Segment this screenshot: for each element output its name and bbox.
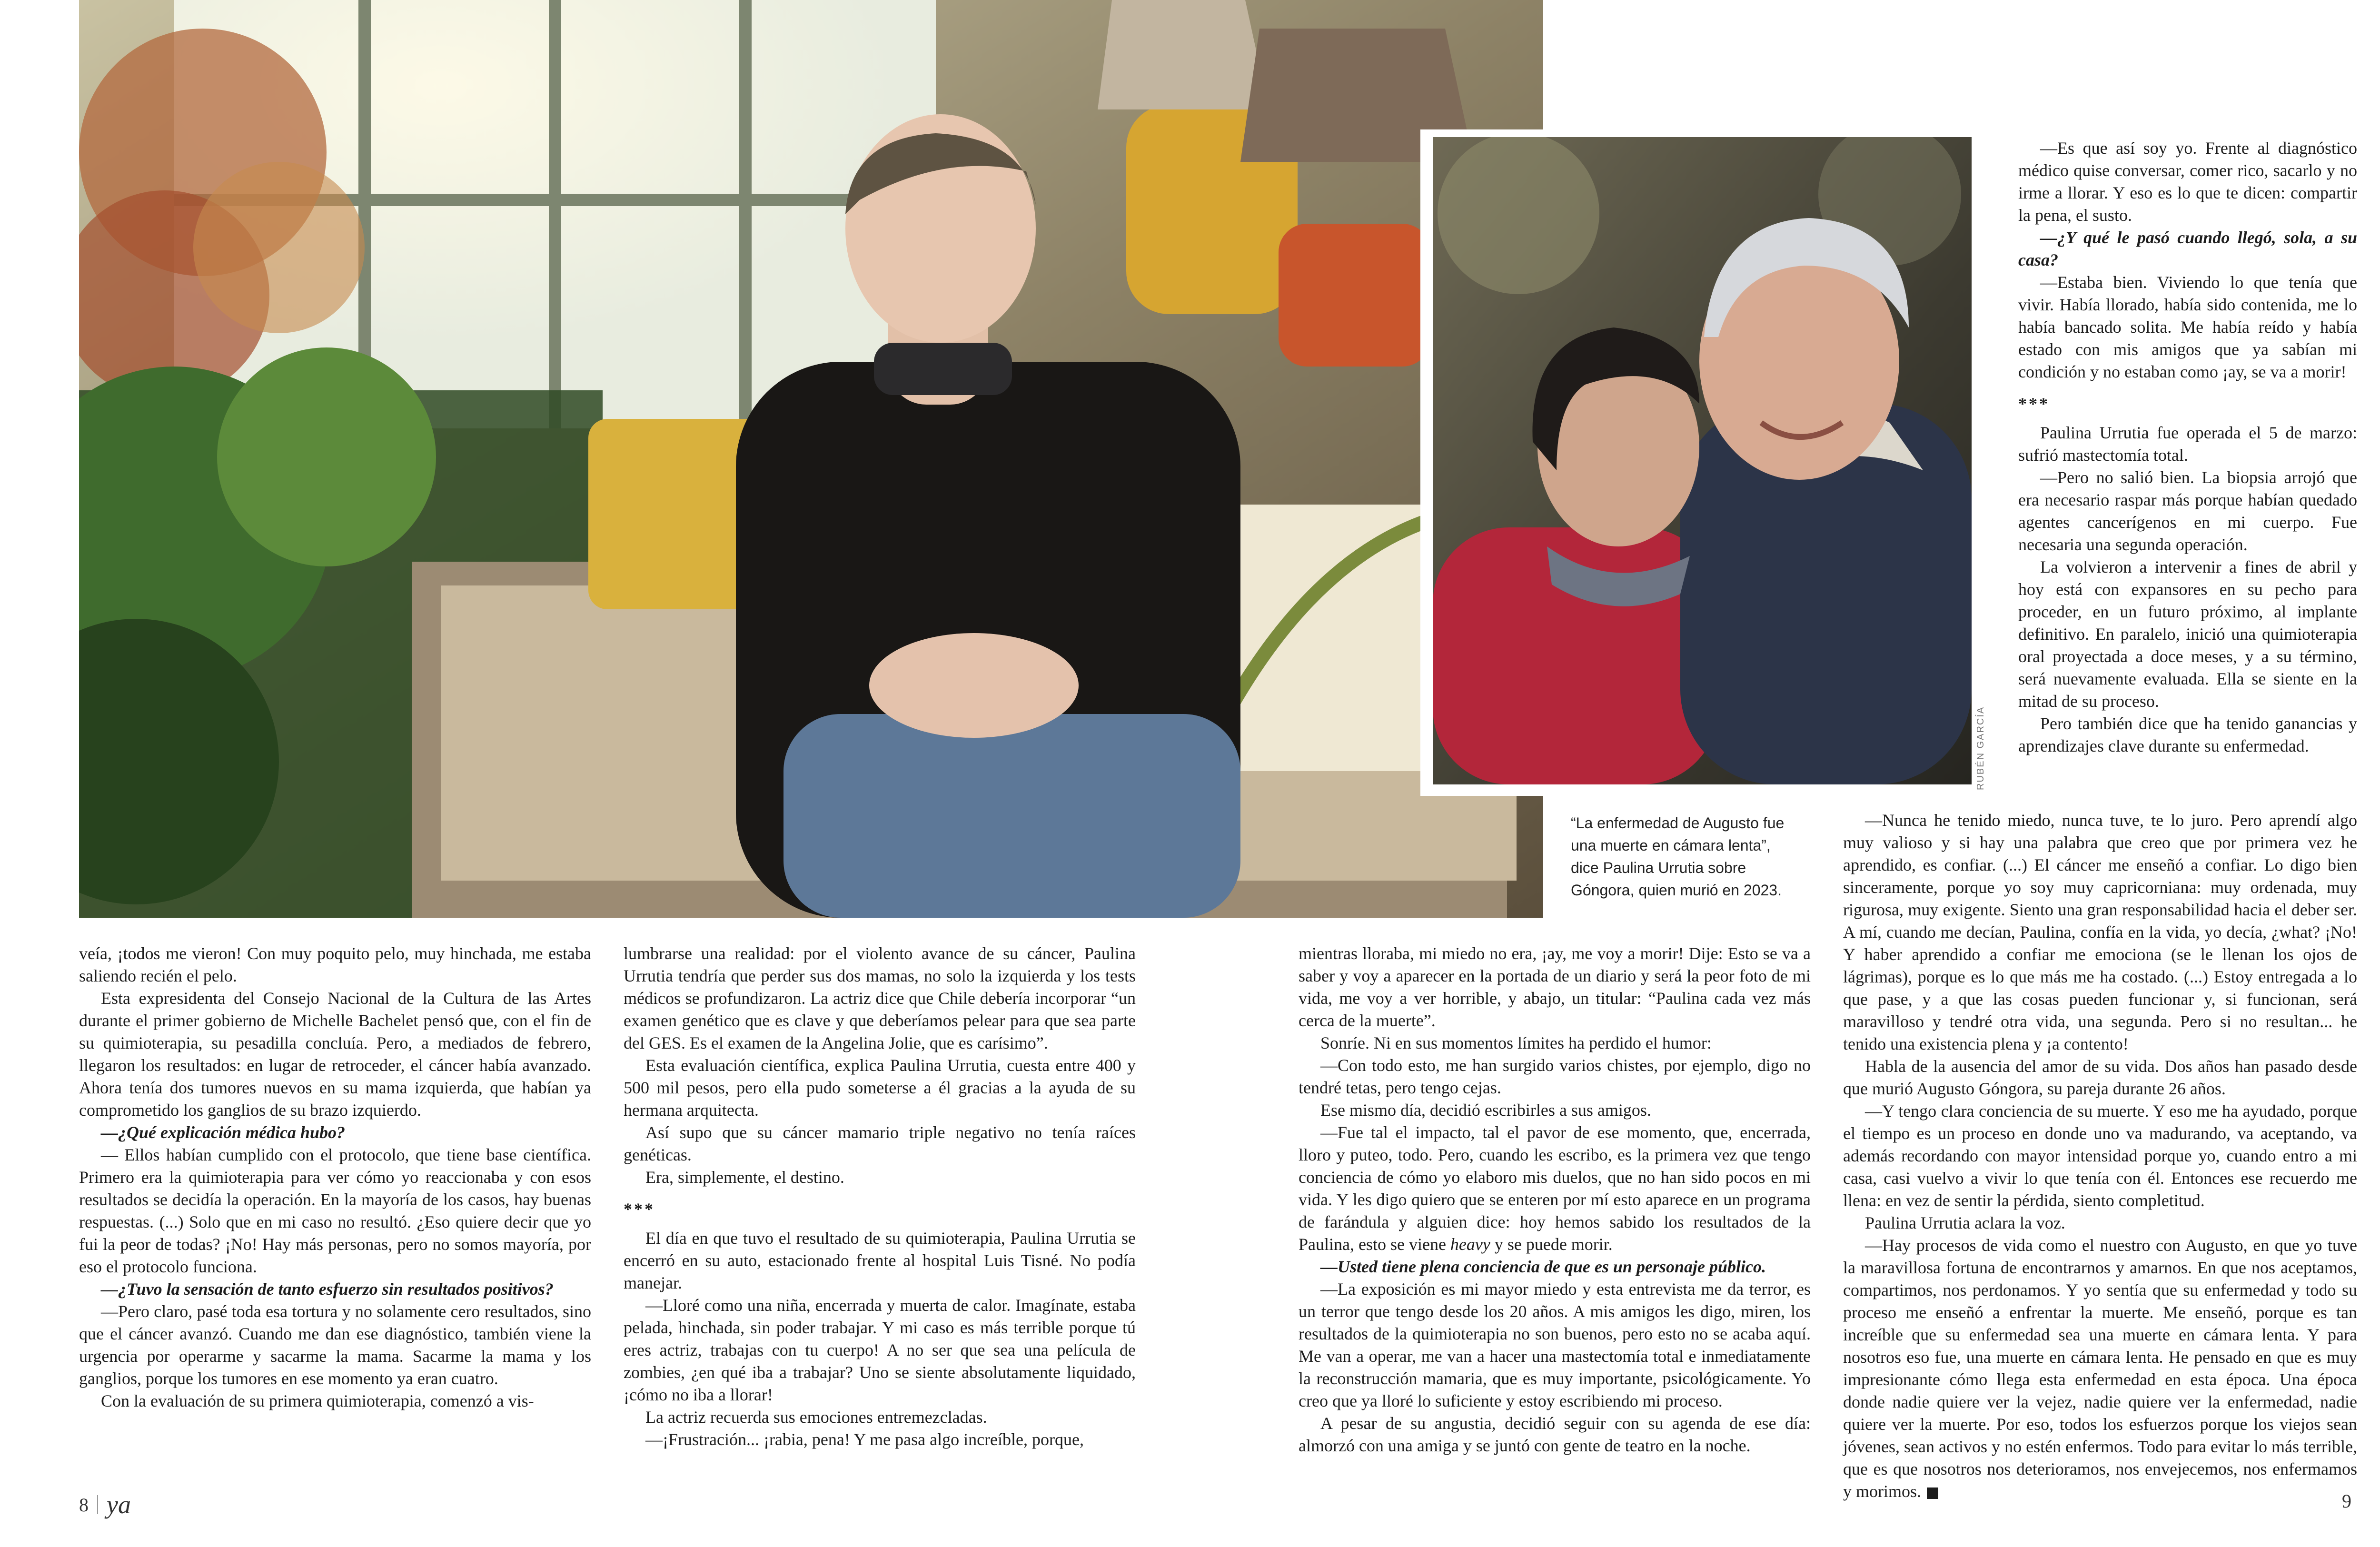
paragraph: —Es que así soy yo. Frente al diagnóstico médico quise conversar, comer rico, sacarlo y no irme a llorar. Y eso es lo que te dicen: compartir la pena, el susto.: [2018, 139, 2357, 225]
paragraph: lumbrarse una realidad: por el violento avance de su cáncer, Paulina Urrutia tendría que perder sus dos mamas, no solo la izquierda y los tests médicos se profundizaron. La actriz dice que Chile debería incorporar “un examen genético que es clave y que deberíamos pelear para que sea parte del GES. Es el examen de la Angelina Jolie, que es carísimo”.: [624, 944, 1136, 1052]
section-break: ***: [624, 1200, 655, 1219]
paragraph: Sonríe. Ni en sus momentos límites ha perdido el humor:: [1320, 1033, 1712, 1052]
paragraph: La actriz recuerda sus emociones entremezcladas.: [645, 1408, 987, 1427]
paragraph: Pero también dice que ha tenido ganancias y aprendizajes clave durante su enfermedad.: [2018, 714, 2357, 755]
paragraph: —La exposición es mi mayor miedo y esta entrevista me da terror, es un terror que tengo desde los 20 años. A mis amigos les digo, miren, los resultados de la quimioterapia no son buenos, pero esto no se acaba aquí. Me van a operar, me van a hacer una mastectomía total e inmediatamente la reconstrucción mamaria, que es muy importante, psicológicamente. Yo creo que ya lloré lo suficiente y estoy escribiendo mi proceso.: [1299, 1279, 1811, 1410]
main-photo-art: [79, 0, 1543, 918]
paragraph: —Nunca he tenido miedo, nunca tuve, te lo juro. Pero aprendí algo muy valioso y si hay una palabra que creo que por primera vez he aprendido, es confiar. (...) El cáncer me enseñó a confiar. Lo digo bien sinceramente, porque yo soy muy capricorniana: muy ordenada, muy rigurosa, muy exigente. Siento una gran responsabilidad hacia el deber ser. A mí, cuando me decían, Paulina, confía en la vida, yo decía, ¿what? ¡No! Y haber aprendido a confiar me emociona (se le llenan los ojos de lágrimas), porque es lo que más me ha costado. (...) Estoy entregada a lo que pase, y a que las cosas pueden funcionar y, si funcionan, será maravilloso y tendré otra vida, una segunda. Pero si no resultan... he tenido una existencia plena y ¡a contento!: [1843, 811, 2357, 1053]
main-photo: [79, 0, 1543, 918]
paragraph: —Pero no salió bien. La biopsia arrojó que era necesario raspar más porque habían quedado agentes cancerígenos en mi cuerpo. Fue necesaria una segunda operación.: [2018, 468, 2357, 554]
paragraph: Paulina Urrutia fue operada el 5 de marzo: sufrió mastectomía total.: [2018, 423, 2357, 465]
question: —Usted tiene plena conciencia de que es un personaje público.: [1320, 1257, 1766, 1276]
paragraph: Era, simplemente, el destino.: [645, 1168, 844, 1187]
paragraph: Habla de la ausencia del amor de su vida. Dos años han pasado desde que murió Augusto Góngora, su pareja durante 26 años.: [1843, 1057, 2357, 1098]
paragraph: veía, ¡todos me vieron! Con muy poquito pelo, muy hinchada, me estaba saliendo recién el pelo.: [79, 944, 591, 985]
paragraph: [1299, 1121, 1811, 1256]
paragraph: El día en que tuvo el resultado de su quimioterapia, Paulina Urrutia se encerró en su auto, estacionado frente al hospital Luis Tisné. No podía manejar.: [624, 1229, 1136, 1292]
article-column-1: [79, 942, 591, 1412]
end-mark-icon: [1927, 1488, 1938, 1499]
paragraph: Ese mismo día, decidió escribirles a sus amigos.: [1320, 1101, 1651, 1120]
paragraph: Esta evaluación científica, explica Paulina Urrutia, cuesta entre 400 y 500 mil pesos, pero ella pudo someterse a él gracias a la ayuda de su hermana arquitecta.: [624, 1056, 1136, 1120]
question: —¿Tuvo la sensación de tanto esfuerzo sin resultados positivos?: [101, 1279, 554, 1299]
paragraph: —¡Frustración... ¡rabia, pena! Y me pasa algo increíble, porque,: [645, 1430, 1084, 1449]
folio-divider: [97, 1495, 98, 1514]
paragraph: Paulina Urrutia aclara la voz.: [1865, 1213, 2065, 1232]
section-break: ***: [2018, 394, 2050, 413]
italic-word: heavy: [1450, 1235, 1490, 1254]
article-column-2: [624, 942, 1136, 1451]
page-number-left: 8: [79, 1494, 89, 1516]
photo-caption: “La enfermedad de Augusto fue una muerte en cámara lenta”, dice Paulina Urrutia sobre Góngora, quien murió en 2023.: [1571, 814, 1785, 899]
couple-photo: [1433, 137, 1972, 784]
article-column-4-bottom: [1843, 809, 2357, 1503]
paragraph: [1843, 1234, 2357, 1503]
question: —¿Qué explicación médica hubo?: [101, 1123, 345, 1142]
paragraph: A pesar de su angustia, decidió seguir con su agenda de ese día: almorzó con una amiga y se juntó con gente de teatro en la noche.: [1299, 1414, 1811, 1455]
paragraph-text: —Fue tal el impacto, tal el pavor de ese momento, que, encerrada, lloro y puteo, todo. Pero, cuando les escribo, es la primera vez que tengo conciencia de cómo yo elaboro mis duelos, que no han sido pocos en mi vida. Y les digo quiero que se enteren por mí esto aparece en un programa de farándula y alguien dice: hoy hemos sabido los resultados de la Paulina, esto se viene: [1299, 1123, 1811, 1254]
paragraph: —Con todo esto, me han surgido varios chistes, por ejemplo, digo no tendré tetas, pero tengo cejas.: [1299, 1056, 1811, 1097]
page-number-right: 9: [2342, 1490, 2351, 1512]
paragraph: La volvieron a intervenir a fines de abril y hoy está con expansores en su pecho para proceder, en un futuro próximo, al implante definitivo. En paralelo, inició una quimioterapia oral proyectada a doce meses, y a su término, será nuevamente evaluada. Ella se siente en la mitad de su proceso.: [2018, 557, 2357, 711]
paragraph: — Ellos habían cumplido con el protocolo, que tiene base científica. Primero era la quimioterapia para ver cómo yo reaccionaba y con esos resultados se decidía la operación. En la mayoría de los casos, hay buenas respuestas. (...) Solo que en mi caso no resultó. ¿Eso quiere decir que yo fui la peor de todas? ¡No! Hay más personas, pero no somos mayoría, por eso el protocolo funciona.: [79, 1145, 591, 1276]
article-column-3: [1299, 942, 1811, 1457]
paragraph: —Lloré como una niña, encerrada y muerta de calor. Imagínate, estaba pelada, hinchada, sin poder trabajar. Y mi caso es más terrible porque tú eres actriz, trabajas con tu cuerpo! A no ser que sea una película de zombies, ¿en qué iba a trabajar? Uno se siente absolutamente liquidado, ¡cómo no iba a llorar!: [624, 1296, 1136, 1404]
paragraph-text: y se puede morir.: [1490, 1235, 1613, 1254]
paragraph: Con la evaluación de su primera quimioterapia, comenzó a vis-: [101, 1391, 534, 1410]
paragraph-text: —Hay procesos de vida como el nuestro con Augusto, en que yo tuve la maravillosa fortuna de encontrarnos y amarnos. En que nos aceptamos, compartimos, nos perdonamos. Y yo sentía que su enfermedad y todo su proceso me enseñó a enfrentar la muerte. Me enseñó, porque es tan increíble que su enfermedad sea una muerte en cámara lenta. Y para nosotros eso fue, una muerte en cámara lenta. He pensado en que es muy impresionante cómo llega esta enfermedad en esta época. Una época donde nadie quiere ver la vejez, nadie quiere ver la enfermedad, nadie quiere ver la muerte. Por eso, todos los esfuerzos porque los viejos sean jóvenes, sean activos y no estén enfermos. Todo para evitar lo más terrible, que es que nosotros nos deterioramos, nos envejecemos, nos enfermamos y morimos.: [1843, 1236, 2357, 1501]
photo-credit: RUBÉN GARCÍA: [1975, 706, 1986, 790]
paragraph: —Pero claro, pasé toda esa tortura y no solamente cero resultados, sino que el cáncer avanzó. Cuando me dan ese diagnóstico, también viene la urgencia por operarme y sacarme la mama. Sacarme la mama y los ganglios, porque los tumores en ese momento ya eran cuatro.: [79, 1302, 591, 1388]
paragraph: Así supo que su cáncer mamario triple negativo no tenía raíces genéticas.: [624, 1123, 1136, 1164]
paragraph: Esta expresidenta del Consejo Nacional de la Cultura de las Artes durante el primer gobierno de Michelle Bachelet pensó que, con el fin de su quimioterapia, su pesadilla concluía. Pero, a mediados de febrero, llegaron los resultados: en lugar de retroceder, el cáncer había avanzado. Ahora tenía dos tumores nuevos en su mama izquierda, que habían ya comprometido los ganglios de su brazo izquierdo.: [79, 989, 591, 1120]
paragraph: —Y tengo clara conciencia de su muerte. Y eso me ha ayudado, porque el tiempo es un proceso en donde uno va madurando, va aceptando, va además recordando con mayor intensidad porque yo, cuando entro a mi casa, casi vuelvo a vivir lo que tenía con él. Entonces ese recuerdo me llena: en vez de sentir la pérdida, siento completitud.: [1843, 1101, 2357, 1210]
paragraph: —Estaba bien. Viviendo lo que tenía que vivir. Había llorado, había sido contenida, me lo había bancado solita. Me había reído y había estado con mis amigos que ya sabían mi condición y no estaban como ¡ay, se va a morir!: [2018, 273, 2357, 381]
article-column-4-top: [2018, 137, 2357, 757]
question: —¿Y qué le pasó cuando llegó, sola, a su casa?: [2018, 228, 2357, 269]
magazine-logo: ya: [107, 1490, 131, 1519]
couple-photo-art: [1433, 137, 1972, 784]
folio-left: [79, 1490, 131, 1519]
paragraph: mientras lloraba, mi miedo no era, ¡ay, me voy a morir! Dije: Esto se va a saber y voy a aparecer en la portada de un diario y será la peor foto de mi vida, me voy a ver horrible, y abajo, un titular: “Paulina cada vez más cerca de la muerte”.: [1299, 944, 1811, 1030]
